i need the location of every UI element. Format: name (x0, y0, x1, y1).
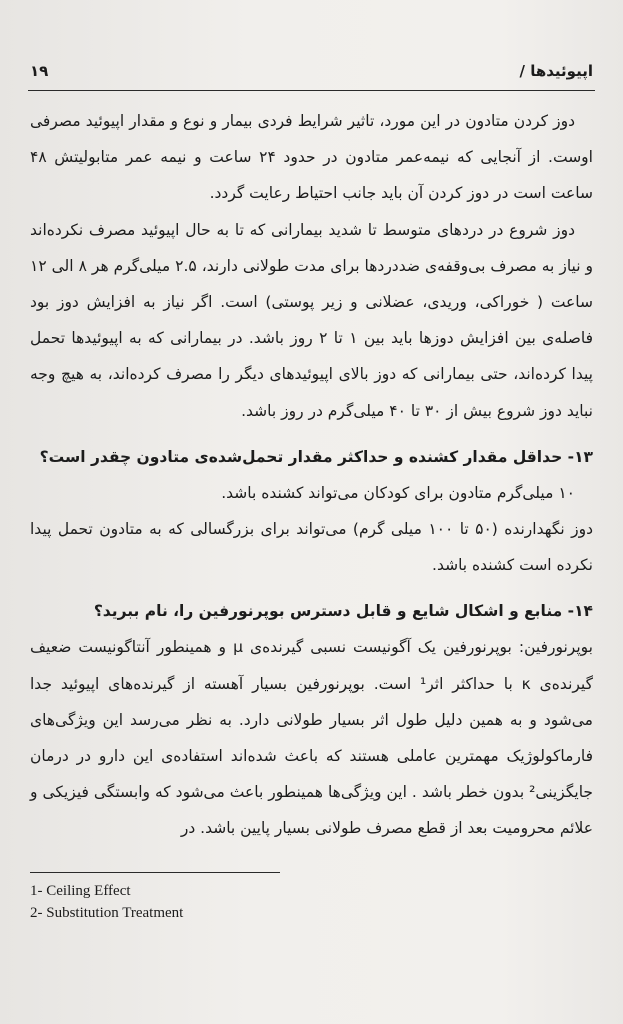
paragraph: ۱۰ میلی‌گرم متادون برای کودکان می‌تواند کشنده باشد. (221, 483, 575, 502)
paragraph: دوز شروع در دردهای متوسط تا شدید بیمارانی که تا به حال اپیوئید مصرف نکرده‌اند و نیاز به مصرف بی‌وقفه‌ی ضددردها برای مدت طولانی دارند، ۲.۵ میلی‌گرم هر ۸ الی ۱۲ ساعت ( خوراکی، وریدی، عضلانی و زیر پوستی) است. اگر نیاز به افزایش دوز بود فاصله‌ی بین افزایش دوزها باید بین ۱ تا ۲ روز باشد. در بیمارانی که به اپیوئیدها تحمل پیدا کرده‌اند، حتی بیمارانی که دوز بالای اپیوئیدهای دیگر را مصرف کرده‌اند، به هیچ وجه نباید دوز شروع بیش از ۳۰ تا ۴۰ میلی‌گرم در روز باشد. (30, 220, 594, 420)
paragraph: دوز کردن متادون در این مورد، تاثیر شرایط فردی بیمار و نوع و مقدار اپیوئید مصرفی اوست. از آنجایی که نیمه‌عمر متادون در حدود ۲۴ ساعت و نیمه عمر متابولیتش ۴۸ ساعت است در دوز کردن آن باید جانب احتیاط رعایت گردد. (30, 112, 593, 203)
header-separator: / (519, 62, 525, 80)
question-heading: ۱۴- منابع و اشکال شایع و قابل دسترس بوپرنورفین را، نام ببرید؟ (93, 602, 593, 621)
question-heading: ۱۳- حداقل مقدار کشنده و حداکثر مقدار تحمل‌شده‌ی متادون چقدر است؟ (39, 447, 593, 466)
chapter-title-text: اپیوئیدها (530, 62, 593, 80)
body-text (30, 103, 593, 847)
footnote-item: 2- Substitution Treatment (30, 905, 184, 921)
paragraph: بوپرنورفین: بوپرنورفین یک آگونیست نسبی گیرنده‌ی μ و همینطور آنتاگونیست ضعیف گیرنده‌ی κ با حداکثر اثر¹ است. بوپرنورفین بسیار آهسته از گیرنده‌های اپیوئید جدا می‌شود و به همین دلیل طول اثر بسیار طولانی دارد. به نظر می‌رسد این ویژگی‌های فارماکولوژیک مهمترین عاملی هستند که باعث شده‌اند استفاده‌ی این دارو در درمان جایگزینی² بدون خطر باشد . این ویژگی‌ها همینطور باعث می‌شود که وابستگی فیزیکی و علائم محرومیت بعد از قطع مصرف طولانی بسیار پایین باشد. در (30, 638, 593, 838)
running-header (30, 58, 593, 88)
footnotes (30, 880, 183, 924)
page-number: ۱۹ (30, 62, 49, 80)
footnote-item: 1- Ceiling Effect (30, 883, 131, 899)
paragraph: دوز نگهدارنده (۵۰ تا ۱۰۰ میلی گرم) می‌تواند برای بزرگسالی که به متادون تحمل پیدا نکرده است کشنده باشد. (30, 520, 594, 575)
chapter-title (520, 62, 593, 80)
header-rule (28, 90, 595, 91)
footnote-rule (30, 872, 280, 873)
